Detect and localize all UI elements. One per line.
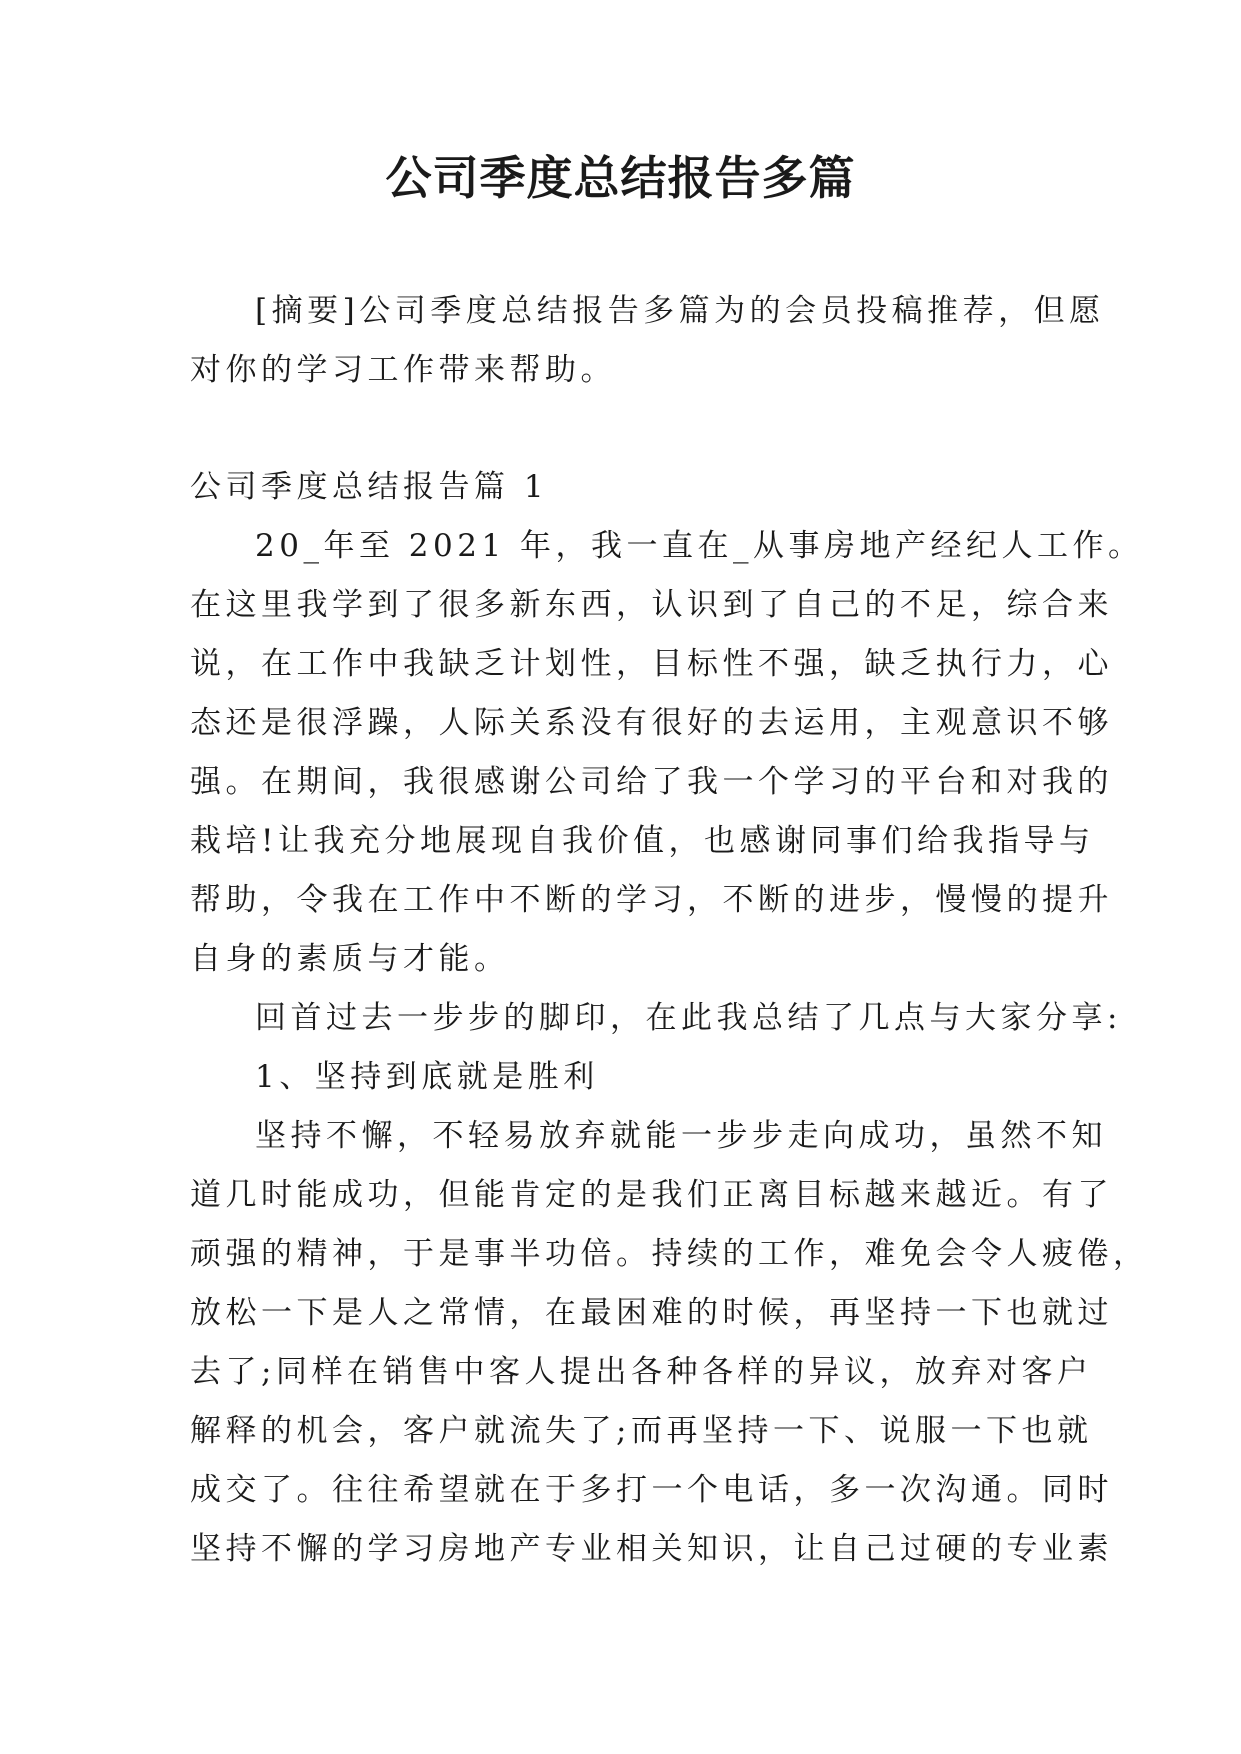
paragraph-line: 说，在工作中我缺乏计划性，目标性不强，缺乏执行力，心 (190, 646, 1113, 682)
paragraph-line: 放松一下是人之常情，在最困难的时候，再坚持一下也就过 (190, 1295, 1113, 1331)
paragraph-line: 顽强的精神，于是事半功倍。持续的工作，难免会令人疲倦， (190, 1236, 1149, 1272)
paragraph-line: 成交了。往往希望就在于多打一个电话，多一次沟通。同时 (190, 1472, 1113, 1508)
paragraph-line: 解释的机会，客户就流失了;而再坚持一下、说服一下也就 (190, 1413, 1093, 1449)
paragraph-line: 栽培!让我充分地展现自我价值，也感谢同事们给我指导与 (190, 823, 1095, 859)
paragraph-line: 坚持不懈的学习房地产专业相关知识，让自己过硬的专业素 (190, 1531, 1113, 1567)
paragraph-line: 坚持不懈，不轻易放弃就能一步步走向成功，虽然不知 (255, 1118, 1107, 1154)
paragraph-line: 强。在期间，我很感谢公司给了我一个学习的平台和对我的 (190, 764, 1113, 800)
paragraph-line: 在这里我学到了很多新东西，认识到了自己的不足，综合来 (190, 587, 1113, 623)
paragraph-line: 去了;同样在销售中客人提出各种各样的异议，放弃对客户 (190, 1354, 1093, 1390)
paragraph-line: 回首过去一步步的脚印，在此我总结了几点与大家分享: (255, 1000, 1122, 1036)
paragraph-line: 20_年至 2021 年，我一直在_从事房地产经纪人工作。 (255, 528, 1144, 564)
paragraph-line: 态还是很浮躁，人际关系没有很好的去运用，主观意识不够 (190, 705, 1113, 741)
abstract-line: 对你的学习工作带来帮助。 (190, 352, 616, 388)
paragraph-line: 道几时能成功，但能肯定的是我们正离目标越来越近。有了 (190, 1177, 1113, 1213)
section-heading: 公司季度总结报告篇 1 (190, 469, 549, 505)
paragraph-line: 自身的素质与才能。 (190, 941, 510, 977)
item-heading: 1、坚持到底就是胜利 (255, 1059, 599, 1095)
document-title: 公司季度总结报告多篇 (385, 151, 856, 205)
paragraph-line: 帮助，令我在工作中不断的学习，不断的进步，慢慢的提升 (190, 882, 1113, 918)
abstract-line: [摘要]公司季度总结报告多篇为的会员投稿推荐，但愿 (255, 293, 1105, 329)
